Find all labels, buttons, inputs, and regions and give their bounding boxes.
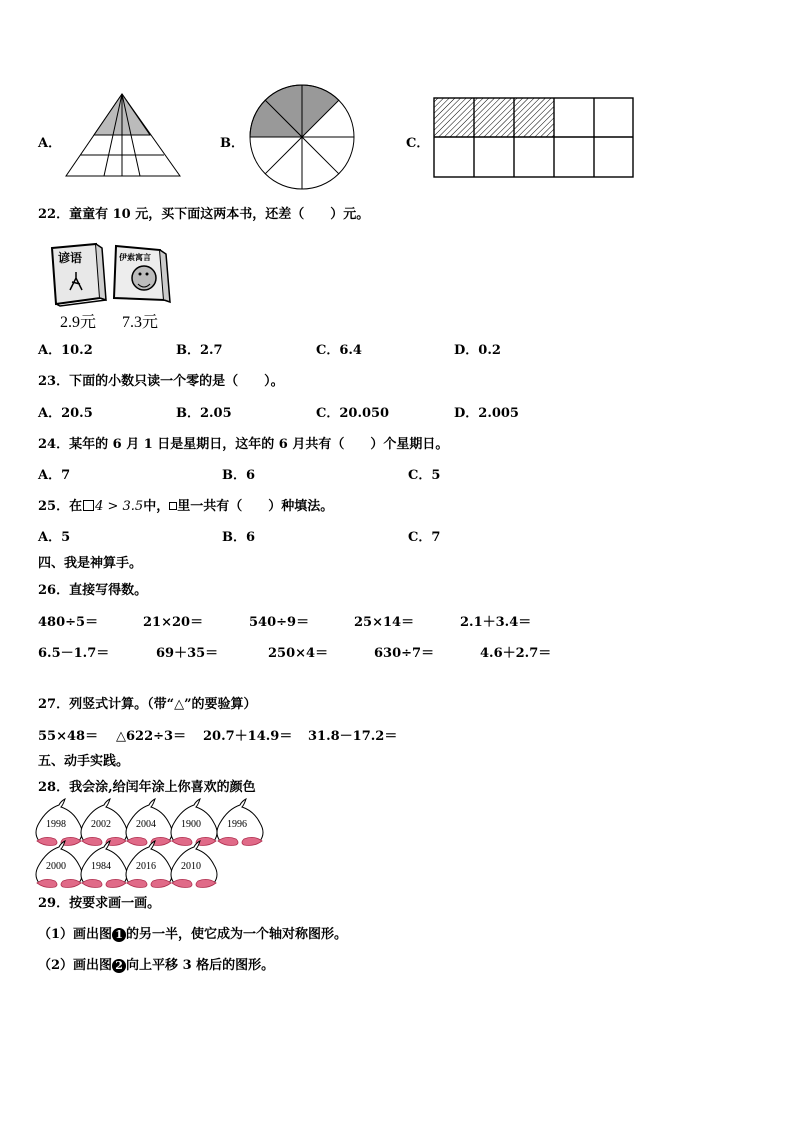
q23-stem: 23．下面的小数只读一个零的是（ ）。: [38, 374, 284, 389]
q23-choice-c: C．20.050: [316, 406, 390, 421]
peach-year-label[interactable]: 2004: [136, 819, 156, 830]
q27-item: △622÷3＝: [116, 729, 187, 744]
q24-choice-a: A．7: [38, 468, 71, 483]
q27-item: 55×48＝: [38, 729, 99, 744]
q26-item: 250×4＝: [268, 646, 329, 661]
q22-stem: 22．童童有 10 元，买下面这两本书，还差（ ）元。: [38, 207, 370, 222]
section5-title: 五、动手实践。: [38, 754, 130, 769]
peach-year-label[interactable]: 1984: [91, 861, 111, 872]
q26-item: 6.5－1.7＝: [38, 646, 110, 661]
q29-sub2-suffix: 向上平移 3 格后的图形。: [126, 958, 275, 973]
q25-stem-suffix: 里一共有（ ）种填法。: [177, 499, 334, 514]
q28-stem: 28．我会涂,给闰年涂上你喜欢的颜色: [38, 780, 256, 795]
book1-price: 2.9元: [60, 314, 97, 331]
q24-stem: 24．某年的 6 月 1 日是星期日，这年的 6 月共有（ ）个星期日。: [38, 437, 449, 452]
q25-stem-mid: 中，: [143, 499, 170, 514]
q22-choice-a: A．10.2: [38, 343, 93, 358]
q26-item: 540÷9＝: [249, 615, 310, 630]
q29-stem: 29．按要求画一画。: [38, 896, 161, 911]
q23-choice-b: B．2.05: [176, 406, 232, 421]
q26-item: 2.1＋3.4＝: [460, 615, 532, 630]
q22-choice-b: B．2.7: [176, 343, 223, 358]
option-b-label: B．: [220, 136, 244, 151]
q25-expression: 4 > 3.5: [95, 499, 144, 514]
q26-stem: 26．直接写得数。: [38, 583, 148, 598]
circled-number-icon: 2: [112, 959, 126, 973]
book2-price: 7.3元: [122, 314, 159, 331]
peach-year-label[interactable]: 1998: [46, 819, 66, 830]
peach-year-label[interactable]: 2002: [91, 819, 111, 830]
peach-year-label[interactable]: 2010: [181, 861, 201, 872]
q29-sub2: [38, 958, 274, 974]
q26-item: 21×20＝: [143, 615, 204, 630]
q22-choice-c: C．6.4: [316, 343, 362, 358]
q25-choice-b: B．6: [222, 530, 256, 545]
q26-item: 480÷5＝: [38, 615, 99, 630]
q25-choice-c: C．7: [408, 530, 441, 545]
option-c-label: C．: [406, 136, 430, 151]
q25-choice-a: A．5: [38, 530, 71, 545]
q26-item: 630÷7＝: [374, 646, 435, 661]
q23-choice-a: A．20.5: [38, 406, 93, 421]
q29-sub1: [38, 927, 347, 943]
peach-year-label[interactable]: 1996: [227, 819, 247, 830]
book2-title: 伊索寓言: [119, 253, 151, 262]
q29-sub1-prefix: （1）画出图: [38, 927, 113, 942]
q27-stem: 27．列竖式计算。（带“△”的要验算）: [38, 697, 257, 712]
q27-item: 31.8－17.2＝: [308, 729, 398, 744]
q27-item: 20.7＋14.9＝: [203, 729, 293, 744]
q29-sub2-prefix: （2）画出图: [38, 958, 113, 973]
peach-year-label[interactable]: 2016: [136, 861, 156, 872]
peach-year-label[interactable]: 1900: [181, 819, 201, 830]
q24-choice-c: C．5: [408, 468, 441, 483]
q24-choice-b: B．6: [222, 468, 256, 483]
section4-title: 四、我是神算手。: [38, 556, 143, 571]
q22-choice-d: D．0.2: [454, 343, 501, 358]
q23-choice-d: D．2.005: [454, 406, 519, 421]
q26-item: 4.6＋2.7＝: [480, 646, 552, 661]
q25-stem-prefix: 25．在: [38, 499, 83, 514]
circled-number-icon: 1: [112, 928, 126, 942]
option-a-label: A．: [38, 136, 62, 151]
q26-item: 69＋35＝: [156, 646, 219, 661]
q26-item: 25×14＝: [354, 615, 415, 630]
q29-sub1-suffix: 的另一半，使它成为一个轴对称图形。: [126, 927, 348, 942]
peach-year-label[interactable]: 2000: [46, 861, 66, 872]
book1-title: 谚语: [58, 251, 83, 265]
